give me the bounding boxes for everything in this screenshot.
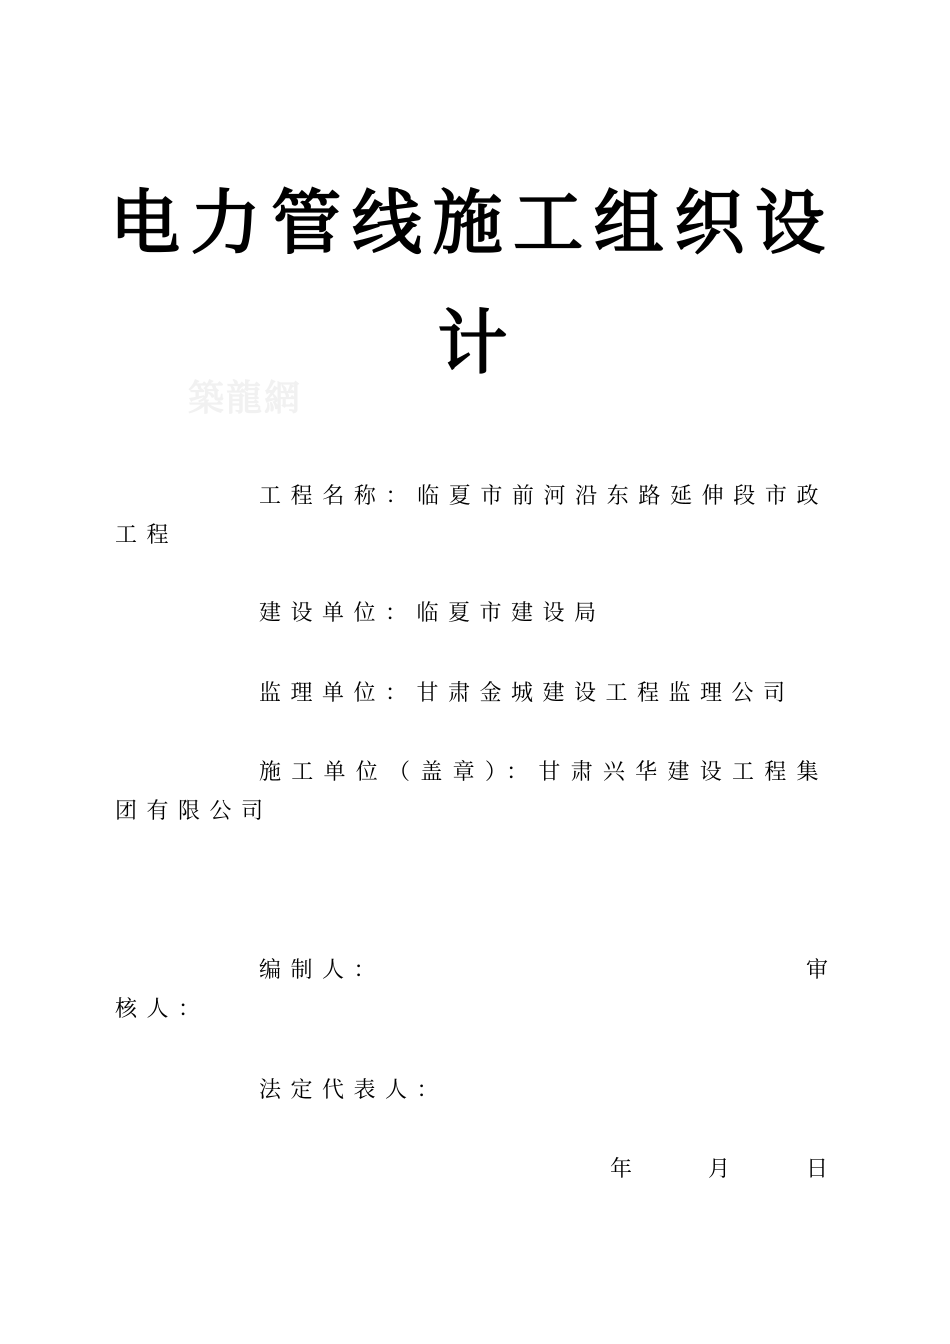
watermark-logo: 築龍網: [188, 377, 303, 419]
legal-representative-label: 法定代表人：: [259, 1078, 449, 1103]
date-line: [610, 1150, 828, 1189]
project-name-field: 工程名称：临夏市前河沿东路延伸段市政工程: [115, 484, 828, 548]
document-title-line-1: 电力管线施工组织设: [110, 181, 835, 264]
reviewer-label-end: 核人：: [115, 997, 210, 1022]
contractor-unit-field: 施工单位（盖章）：甘肃兴华建设工程集团有限公司: [115, 760, 828, 824]
client-unit-field: 建设单位：临夏市建设局: [259, 601, 606, 626]
date-day-label: 日: [805, 1157, 828, 1182]
date-year-label: 年: [610, 1157, 633, 1182]
supervisor-unit-field: 监理单位：甘肃金城建设工程监理公司: [259, 681, 795, 706]
reviewer-label-start: 审: [805, 958, 828, 983]
date-month-label: 月: [708, 1157, 731, 1182]
compiler-label: 编制人：: [259, 958, 386, 983]
document-title-line-2: 计: [437, 301, 508, 384]
compiler-reviewer-block: [115, 951, 828, 1029]
